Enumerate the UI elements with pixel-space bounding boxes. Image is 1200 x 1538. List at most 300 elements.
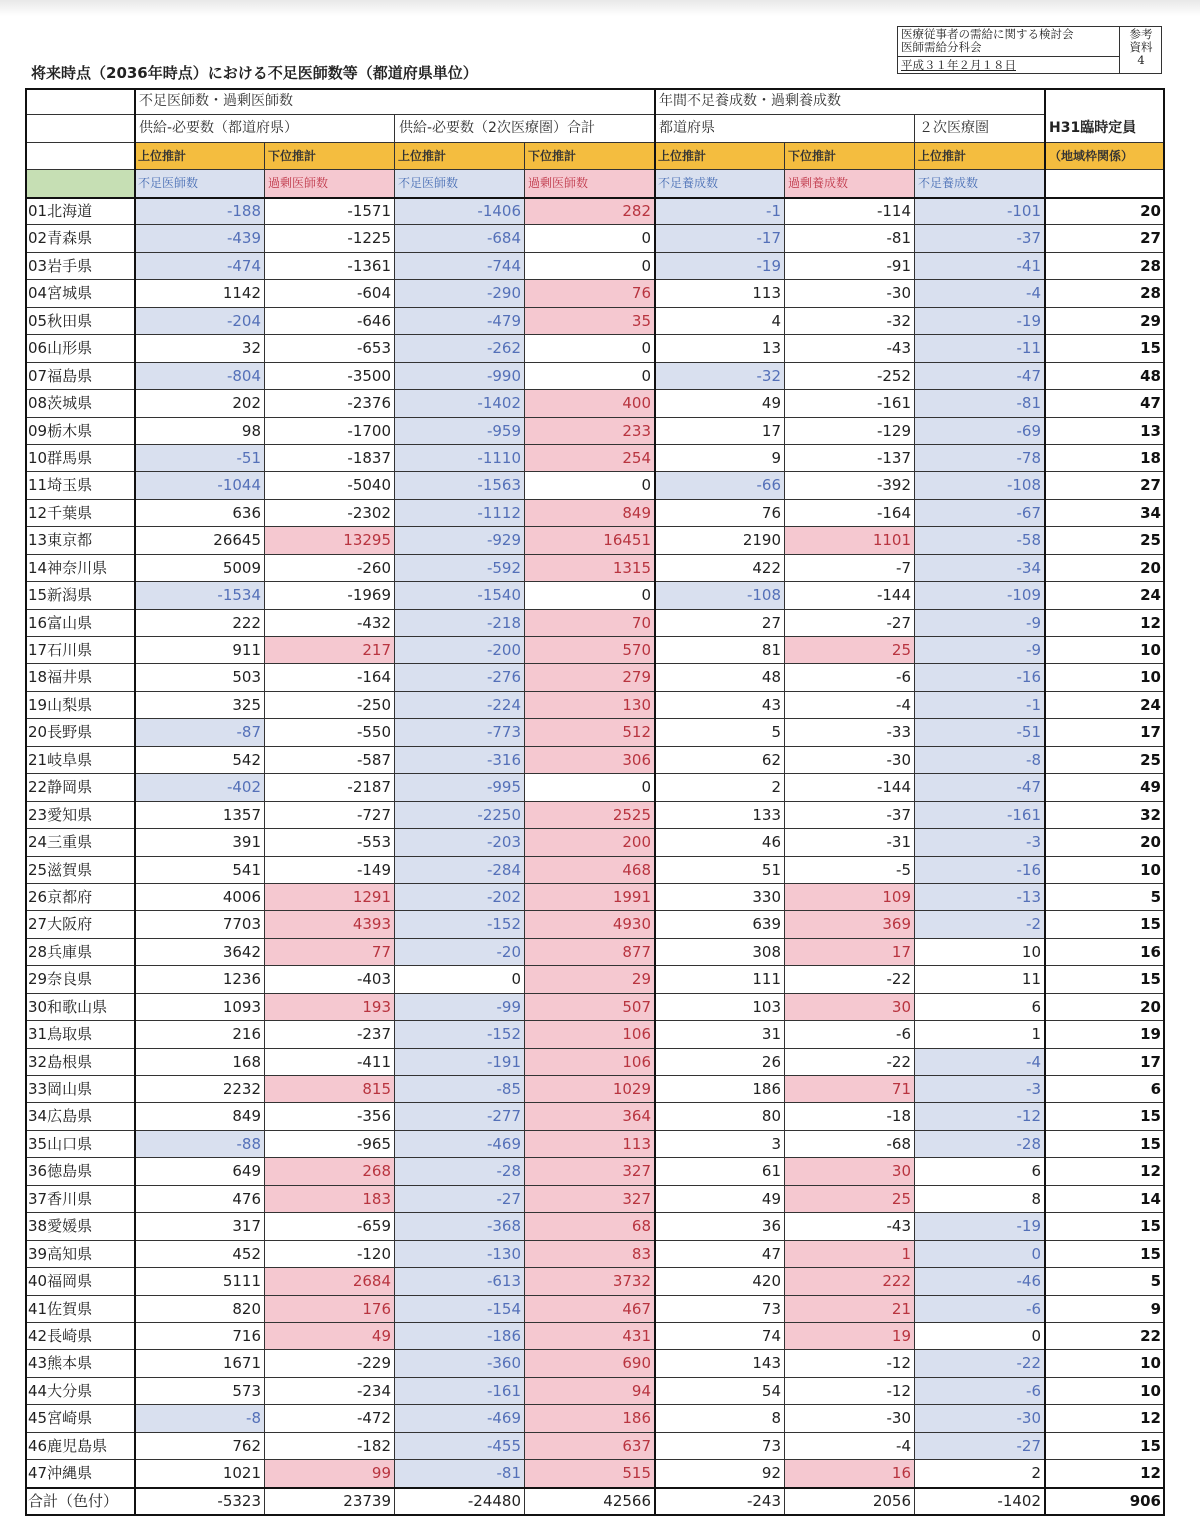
total-h31-cell: 906 [1045, 1488, 1165, 1515]
table-value-cell: 1 [915, 1021, 1045, 1048]
subheader-secondary-area-supply: 供給-必要数（2次医療圏）合計 [395, 115, 655, 143]
table-value-cell: -87 [135, 719, 265, 746]
table-value-cell: -19 [915, 308, 1045, 335]
h31-quota-cell: 5 [1045, 884, 1165, 911]
table-value-cell: -2302 [265, 500, 395, 527]
table-value-cell: 16 [785, 1460, 915, 1487]
h31-quota-cell: 10 [1045, 1350, 1165, 1377]
table-value-cell: 111 [655, 966, 785, 993]
table-value-cell: -32 [785, 308, 915, 335]
h31-quota-cell: 29 [1045, 308, 1165, 335]
table-value-cell: 2232 [135, 1076, 265, 1103]
table-value-cell: -218 [395, 610, 525, 637]
table-value-cell: 76 [655, 500, 785, 527]
legend-green-swatch [25, 170, 135, 198]
table-value-cell: -149 [265, 857, 395, 884]
table-value-cell: -613 [395, 1268, 525, 1295]
table-value-cell: 99 [265, 1460, 395, 1487]
h31-quota-cell: 25 [1045, 747, 1165, 774]
table-value-cell: 4393 [265, 911, 395, 938]
table-value-cell: -276 [395, 664, 525, 691]
total-value-cell: 2056 [785, 1488, 915, 1515]
table-value-cell: -929 [395, 527, 525, 554]
table-value-cell: 1029 [525, 1076, 655, 1103]
prefecture-name: 36徳島県 [25, 1158, 135, 1185]
table-value-cell: 2 [915, 1460, 1045, 1487]
prefecture-name: 42長崎県 [25, 1323, 135, 1350]
table-value-cell: -2 [915, 911, 1045, 938]
table-value-cell: 186 [525, 1405, 655, 1432]
table-value-cell: 222 [785, 1268, 915, 1295]
table-value-cell: 54 [655, 1378, 785, 1405]
table-value-cell: -30 [785, 280, 915, 307]
prefecture-name: 28兵庫県 [25, 939, 135, 966]
h31-quota-cell: 6 [1045, 1076, 1165, 1103]
table-value-cell: 503 [135, 664, 265, 691]
table-value-cell: -202 [395, 884, 525, 911]
table-value-cell: 217 [265, 637, 395, 664]
table-value-cell: -1110 [395, 445, 525, 472]
table-value-cell: -2376 [265, 390, 395, 417]
table-value-cell: 21 [785, 1296, 915, 1323]
prefecture-name: 35山口県 [25, 1131, 135, 1158]
table-value-cell: -439 [135, 225, 265, 252]
table-value-cell: 1 [785, 1241, 915, 1268]
table-value-cell: -69 [915, 418, 1045, 445]
table-value-cell: -469 [395, 1131, 525, 1158]
table-value-cell: -108 [655, 582, 785, 609]
prefecture-name: 39高知県 [25, 1241, 135, 1268]
table-value-cell: -30 [785, 1405, 915, 1432]
table-value-cell: -659 [265, 1213, 395, 1240]
table-value-cell: -6 [785, 1021, 915, 1048]
table-value-cell: 1021 [135, 1460, 265, 1487]
table-value-cell: -1225 [265, 225, 395, 252]
table-value-cell: -587 [265, 747, 395, 774]
measure-label: 過剰医師数 [265, 170, 395, 198]
prefecture-name: 19山梨県 [25, 692, 135, 719]
table-value-cell: -6 [785, 664, 915, 691]
table-value-cell: 0 [525, 253, 655, 280]
prefecture-name: 44大分県 [25, 1378, 135, 1405]
table-value-cell: 35 [525, 308, 655, 335]
prefecture-name: 38愛媛県 [25, 1213, 135, 1240]
table-value-cell: -959 [395, 418, 525, 445]
table-value-cell: 468 [525, 857, 655, 884]
table-value-cell: -604 [265, 280, 395, 307]
table-value-cell: -16 [915, 857, 1045, 884]
table-value-cell: 13 [655, 335, 785, 362]
table-value-cell: -43 [785, 335, 915, 362]
h31-quota-cell: 28 [1045, 280, 1165, 307]
table-value-cell: -58 [915, 527, 1045, 554]
table-value-cell: 2684 [265, 1268, 395, 1295]
table-value-cell: -188 [135, 198, 265, 225]
h31-quota-cell: 15 [1045, 1131, 1165, 1158]
table-value-cell: 467 [525, 1296, 655, 1323]
table-value-cell: -262 [395, 335, 525, 362]
estimate-type-label: 下位推計 [525, 143, 655, 170]
measure-label: 不足養成数 [915, 170, 1045, 198]
table-value-cell: -3500 [265, 363, 395, 390]
table-value-cell: -1 [655, 198, 785, 225]
table-value-cell: 3642 [135, 939, 265, 966]
table-value-cell: -161 [785, 390, 915, 417]
table-value-cell: -114 [785, 198, 915, 225]
prefecture-name: 47沖縄県 [25, 1460, 135, 1487]
table-value-cell: -653 [265, 335, 395, 362]
table-value-cell: -81 [785, 225, 915, 252]
table-value-cell: 17 [655, 418, 785, 445]
h31-quota-cell: 24 [1045, 692, 1165, 719]
table-value-cell: 9 [655, 445, 785, 472]
table-value-cell: 26 [655, 1049, 785, 1076]
table-value-cell: -91 [785, 253, 915, 280]
table-value-cell: 73 [655, 1433, 785, 1460]
table-value-cell: -13 [915, 884, 1045, 911]
table-value-cell: 877 [525, 939, 655, 966]
h31-quota-cell: 19 [1045, 1021, 1165, 1048]
prefecture-name: 21岐阜県 [25, 747, 135, 774]
table-value-cell: -474 [135, 253, 265, 280]
total-value-cell: -1402 [915, 1488, 1045, 1515]
table-value-cell: 279 [525, 664, 655, 691]
table-value-cell: 1991 [525, 884, 655, 911]
table-value-cell: -2187 [265, 774, 395, 801]
table-value-cell: -773 [395, 719, 525, 746]
table-value-cell: -1534 [135, 582, 265, 609]
table-value-cell: -152 [395, 1021, 525, 1048]
table-value-cell: -129 [785, 418, 915, 445]
table-value-cell: -550 [265, 719, 395, 746]
table-value-cell: 222 [135, 610, 265, 637]
prefecture-name: 09栃木県 [25, 418, 135, 445]
table-value-cell: -4 [915, 1049, 1045, 1076]
table-value-cell: 5009 [135, 555, 265, 582]
table-value-cell: -47 [915, 363, 1045, 390]
total-value-cell: 23739 [265, 1488, 395, 1515]
table-value-cell: -18 [785, 1103, 915, 1130]
table-value-cell: 7703 [135, 911, 265, 938]
h31-quota-cell: 20 [1045, 994, 1165, 1021]
table-value-cell: 51 [655, 857, 785, 884]
table-value-cell: -592 [395, 555, 525, 582]
table-value-cell: 431 [525, 1323, 655, 1350]
table-value-cell: -20 [395, 939, 525, 966]
group-header-doctors: 不足医師数・過剰医師数 [135, 88, 655, 115]
table-value-cell: 233 [525, 418, 655, 445]
table-value-cell: 98 [135, 418, 265, 445]
table-value-cell: 268 [265, 1158, 395, 1185]
table-value-cell: -144 [785, 582, 915, 609]
table-value-cell: -28 [395, 1158, 525, 1185]
table-value-cell: 71 [785, 1076, 915, 1103]
table-value-cell: 422 [655, 555, 785, 582]
measure-label: 不足医師数 [395, 170, 525, 198]
table-value-cell: 849 [525, 500, 655, 527]
table-value-cell: -8 [915, 747, 1045, 774]
table-value-cell: -12 [785, 1350, 915, 1377]
table-value-cell: 3 [655, 1131, 785, 1158]
table-value-cell: 74 [655, 1323, 785, 1350]
table-value-cell: 2 [655, 774, 785, 801]
table-value-cell: 911 [135, 637, 265, 664]
reference-number [1120, 27, 1162, 74]
prefecture-name: 22静岡県 [25, 774, 135, 801]
total-value-cell: 42566 [525, 1488, 655, 1515]
prefecture-name: 37香川県 [25, 1186, 135, 1213]
table-value-cell: 400 [525, 390, 655, 417]
prefecture-name: 46鹿児島県 [25, 1433, 135, 1460]
table-value-cell: 452 [135, 1241, 265, 1268]
prefecture-name: 33岡山県 [25, 1076, 135, 1103]
table-value-cell: -19 [655, 253, 785, 280]
table-value-cell: -22 [785, 1049, 915, 1076]
table-value-cell: -4 [785, 1433, 915, 1460]
prefecture-name: 14神奈川県 [25, 555, 135, 582]
measure-label: 過剰養成数 [785, 170, 915, 198]
table-value-cell: -7 [785, 555, 915, 582]
table-value-cell: 202 [135, 390, 265, 417]
table-value-cell: 369 [785, 911, 915, 938]
table-value-cell: -37 [785, 802, 915, 829]
table-value-cell: 4930 [525, 911, 655, 938]
table-value-cell: 30 [785, 994, 915, 1021]
reference-line2: 資料 [1129, 40, 1153, 54]
table-value-cell: 639 [655, 911, 785, 938]
table-value-cell: -432 [265, 610, 395, 637]
measure-label: 不足医師数 [135, 170, 265, 198]
table-value-cell: 46 [655, 829, 785, 856]
table-value-cell: -1700 [265, 418, 395, 445]
table-value-cell: -5040 [265, 472, 395, 499]
table-value-cell: 325 [135, 692, 265, 719]
table-value-cell: 49 [655, 390, 785, 417]
table-value-cell: 1671 [135, 1350, 265, 1377]
table-value-cell: 0 [525, 225, 655, 252]
table-value-cell: -51 [135, 445, 265, 472]
table-value-cell: 515 [525, 1460, 655, 1487]
h31-quota-cell: 12 [1045, 610, 1165, 637]
table-value-cell: -101 [915, 198, 1045, 225]
h31-quota-cell: 5 [1045, 1268, 1165, 1295]
table-value-cell: -67 [915, 500, 1045, 527]
table-value-cell: 49 [655, 1186, 785, 1213]
table-value-cell: 183 [265, 1186, 395, 1213]
table-value-cell: -234 [265, 1378, 395, 1405]
table-value-cell: 317 [135, 1213, 265, 1240]
table-value-cell: 649 [135, 1158, 265, 1185]
document-meta-box [897, 26, 1162, 74]
table-value-cell: -1112 [395, 500, 525, 527]
table-value-cell: 306 [525, 747, 655, 774]
prefecture-name: 24三重県 [25, 829, 135, 856]
table-value-cell: 5111 [135, 1268, 265, 1295]
h31-quota-cell: 49 [1045, 774, 1165, 801]
table-value-cell: -191 [395, 1049, 525, 1076]
table-value-cell: 364 [525, 1103, 655, 1130]
table-value-cell: -17 [655, 225, 785, 252]
estimate-type-label: 下位推計 [785, 143, 915, 170]
h31-quota-cell: 12 [1045, 1405, 1165, 1432]
table-value-cell: 62 [655, 747, 785, 774]
table-value-cell: -137 [785, 445, 915, 472]
table-value-cell: -260 [265, 555, 395, 582]
table-value-cell: -9 [915, 637, 1045, 664]
document-title: 将来時点（2036年時点）における不足医師数等（都道府県単位） [31, 64, 478, 82]
prefecture-name: 10群馬県 [25, 445, 135, 472]
table-value-cell: 193 [265, 994, 395, 1021]
h31-quota-cell: 17 [1045, 719, 1165, 746]
h31-quota-cell: 15 [1045, 911, 1165, 938]
table-value-cell: -22 [915, 1350, 1045, 1377]
table-value-cell: 542 [135, 747, 265, 774]
table-value-cell: -34 [915, 555, 1045, 582]
table-value-cell: -22 [785, 966, 915, 993]
total-value-cell: -24480 [395, 1488, 525, 1515]
h31-quota-cell: 18 [1045, 445, 1165, 472]
h31-quota-cell: 47 [1045, 390, 1165, 417]
table-value-cell: 16451 [525, 527, 655, 554]
table-value-cell: -31 [785, 829, 915, 856]
table-value-cell: 420 [655, 1268, 785, 1295]
total-value-cell: -5323 [135, 1488, 265, 1515]
table-value-cell: -66 [655, 472, 785, 499]
organization-label [898, 27, 1120, 57]
table-value-cell: -1969 [265, 582, 395, 609]
table-value-cell: -152 [395, 911, 525, 938]
table-value-cell: -290 [395, 280, 525, 307]
table-value-cell: -4 [785, 692, 915, 719]
h31-quota-cell: 10 [1045, 1378, 1165, 1405]
h31-quota-cell: 9 [1045, 1296, 1165, 1323]
table-value-cell: -109 [915, 582, 1045, 609]
table-value-cell: 10 [915, 939, 1045, 966]
table-value-cell: -30 [785, 747, 915, 774]
prefecture-name: 27大阪府 [25, 911, 135, 938]
table-value-cell: 1315 [525, 555, 655, 582]
table-value-cell: -19 [915, 1213, 1045, 1240]
table-value-cell: 8 [655, 1405, 785, 1432]
table-value-cell: 29 [525, 966, 655, 993]
table-value-cell: -469 [395, 1405, 525, 1432]
table-value-cell: 83 [525, 1241, 655, 1268]
table-value-cell: -6 [915, 1296, 1045, 1323]
prefecture-name: 15新潟県 [25, 582, 135, 609]
prefecture-name: 32島根県 [25, 1049, 135, 1076]
h31-quota-cell: 25 [1045, 527, 1165, 554]
table-value-cell: 76 [525, 280, 655, 307]
table-value-cell: -1044 [135, 472, 265, 499]
table-value-cell: -3 [915, 1076, 1045, 1103]
header-blank [25, 143, 135, 170]
table-value-cell: -356 [265, 1103, 395, 1130]
table-value-cell: 6 [915, 1158, 1045, 1185]
table-value-cell: -316 [395, 747, 525, 774]
h31-quota-cell: 22 [1045, 1323, 1165, 1350]
table-value-cell: 815 [265, 1076, 395, 1103]
subheader-prefecture-supply: 供給-必要数（都道府県） [135, 115, 395, 143]
table-value-cell: 109 [785, 884, 915, 911]
table-value-cell: -203 [395, 829, 525, 856]
table-value-cell: 476 [135, 1186, 265, 1213]
table-value-cell: 13295 [265, 527, 395, 554]
table-value-cell: -472 [265, 1405, 395, 1432]
table-value-cell: 113 [525, 1131, 655, 1158]
table-value-cell: -229 [265, 1350, 395, 1377]
estimate-type-label: 上位推計 [655, 143, 785, 170]
table-value-cell: -684 [395, 225, 525, 252]
table-value-cell: -403 [265, 966, 395, 993]
table-value-cell: -1361 [265, 253, 395, 280]
table-value-cell: -455 [395, 1433, 525, 1460]
h31-quota-cell: 15 [1045, 335, 1165, 362]
h31-quota-cell: 10 [1045, 637, 1165, 664]
table-value-cell: -2250 [395, 802, 525, 829]
table-value-cell: 327 [525, 1158, 655, 1185]
table-value-cell: -4 [915, 280, 1045, 307]
h31-quota-cell: 20 [1045, 555, 1165, 582]
prefecture-name: 17石川県 [25, 637, 135, 664]
table-value-cell: -1402 [395, 390, 525, 417]
table-value-cell: 130 [525, 692, 655, 719]
table-value-cell: -1540 [395, 582, 525, 609]
h31-quota-cell: 20 [1045, 829, 1165, 856]
table-value-cell: -37 [915, 225, 1045, 252]
table-value-cell: -1837 [265, 445, 395, 472]
organization-line2: 医師需給分科会 [901, 40, 982, 54]
table-value-cell: -3 [915, 829, 1045, 856]
table-value-cell: -237 [265, 1021, 395, 1048]
table-value-cell: 80 [655, 1103, 785, 1130]
prefecture-name: 25滋賀県 [25, 857, 135, 884]
table-value-cell: 254 [525, 445, 655, 472]
table-value-cell: 47 [655, 1241, 785, 1268]
prefecture-name: 29奈良県 [25, 966, 135, 993]
table-value-cell: 849 [135, 1103, 265, 1130]
h31-quota-cell: 10 [1045, 857, 1165, 884]
prefecture-name: 05秋田県 [25, 308, 135, 335]
prefecture-name: 40福岡県 [25, 1268, 135, 1295]
table-value-cell: -1571 [265, 198, 395, 225]
table-value-cell: -744 [395, 253, 525, 280]
measure-label: 不足養成数 [655, 170, 785, 198]
h31-quota-cell: 16 [1045, 939, 1165, 966]
table-value-cell: -32 [655, 363, 785, 390]
table-value-cell: -30 [915, 1405, 1045, 1432]
table-value-cell: -43 [785, 1213, 915, 1240]
table-value-cell: 216 [135, 1021, 265, 1048]
h31-quota-cell: 12 [1045, 1460, 1165, 1487]
total-value-cell: -243 [655, 1488, 785, 1515]
table-value-cell: -27 [395, 1186, 525, 1213]
h31-quota-cell: 27 [1045, 472, 1165, 499]
prefecture-name: 41佐賀県 [25, 1296, 135, 1323]
table-value-cell: -130 [395, 1241, 525, 1268]
prefecture-name: 26京都府 [25, 884, 135, 911]
prefecture-name: 03岩手県 [25, 253, 135, 280]
table-value-cell: 762 [135, 1433, 265, 1460]
reference-line3: 4 [1137, 53, 1145, 67]
table-value-cell: 0 [525, 774, 655, 801]
table-value-cell: -108 [915, 472, 1045, 499]
table-value-cell: 106 [525, 1021, 655, 1048]
table-value-cell: 716 [135, 1323, 265, 1350]
table-value-cell: 1101 [785, 527, 915, 554]
table-value-cell: -164 [785, 500, 915, 527]
table-value-cell: 68 [525, 1213, 655, 1240]
table-value-cell: 0 [525, 472, 655, 499]
